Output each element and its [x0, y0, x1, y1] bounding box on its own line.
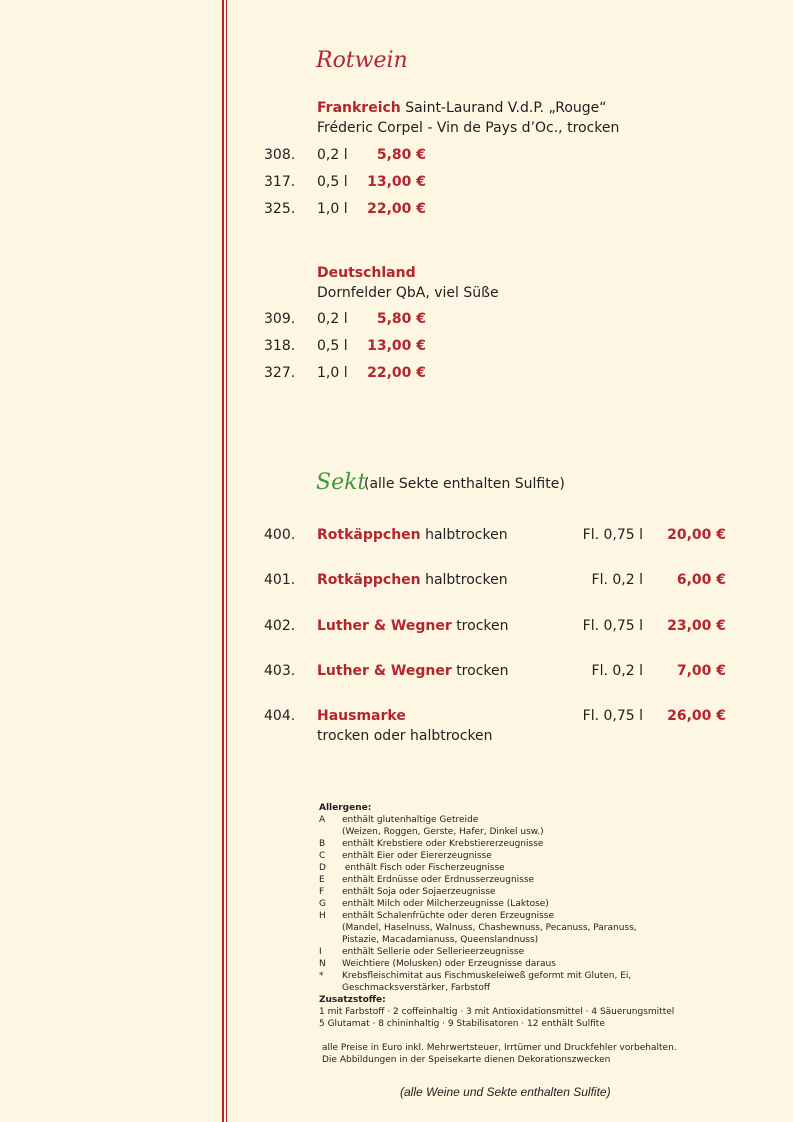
sekt-item — [317, 663, 508, 679]
item-number: 404. — [264, 708, 296, 724]
item-price: 7,00 € — [676, 663, 726, 679]
sekt-item — [317, 527, 508, 543]
item-volume: 0,5 l — [317, 338, 348, 354]
wine-name: Dornfelder QbA, viel Süße — [317, 285, 499, 301]
page-border-line-thin — [226, 0, 227, 1122]
allergen-row: B enthält Krebstiere oder Krebstiererzeugnisse — [319, 839, 544, 849]
wine-description: Fréderic Corpel - Vin de Pays d’Oc., trocken — [317, 120, 620, 136]
notice-line: alle Preise in Euro inkl. Mehrwertsteuer, Irrtümer und Druckfehler vorbehalten. — [322, 1043, 677, 1053]
wine-name: Saint-Laurand V.d.P. „Rouge“ — [405, 100, 607, 116]
country-label: Deutschland — [317, 265, 416, 281]
rotwein-title: Rotwein — [316, 48, 408, 73]
item-price: 23,00 € — [667, 618, 726, 634]
item-number: 402. — [264, 618, 296, 634]
bottle-size: Fl. 0,2 l — [591, 663, 643, 679]
allergen-row: D enthält Fisch oder Fischerzeugnisse — [319, 863, 505, 873]
additives-line: 1 mit Farbstoff · 2 coffeinhaltig · 3 mit Antioxidationsmittel · 4 Säuerungsmittel — [319, 1007, 675, 1017]
allergen-row-extra: Geschmacksverstärker, Farbstoff — [342, 983, 491, 993]
allergen-row: C enthält Eier oder Eiererzeugnisse — [319, 851, 492, 861]
item-price: 13,00 € — [367, 338, 426, 354]
sekt-brand: Luther & Wegner — [317, 663, 452, 679]
item-volume: 1,0 l — [317, 365, 348, 381]
allergen-row: I enthält Sellerie oder Sellerieerzeugnisse — [319, 947, 525, 957]
item-number: 403. — [264, 663, 296, 679]
bottle-size: Fl. 0,2 l — [591, 572, 643, 588]
sekt-title: Sekt — [316, 470, 367, 495]
item-number: 401. — [264, 572, 296, 588]
item-price: 22,00 € — [367, 201, 426, 217]
item-volume: 0,2 l — [317, 147, 348, 163]
item-number: 400. — [264, 527, 296, 543]
allergen-section — [319, 802, 719, 1066]
item-price: 13,00 € — [367, 174, 426, 190]
sekt-item — [317, 572, 508, 588]
sekt-note: (alle Sekte enthalten Sulfite) — [364, 476, 565, 492]
allergen-row-extra: Pistazie, Macadamianuss, Queenslandnuss) — [342, 935, 539, 945]
allergen-row: F enthält Soja oder Sojaerzeugnisse — [319, 887, 496, 897]
sekt-desc-line2: trocken oder halbtrocken — [317, 728, 493, 744]
allergen-row: G enthält Milch oder Milcherzeugnisse (Laktose) — [319, 899, 549, 909]
sekt-desc: halbtrocken — [425, 527, 508, 543]
sekt-brand: Rotkäppchen — [317, 527, 421, 543]
item-number: 325. — [264, 201, 296, 217]
bottle-size: Fl. 0,75 l — [582, 708, 643, 724]
sekt-desc: halbtrocken — [425, 572, 508, 588]
item-price: 22,00 € — [367, 365, 426, 381]
sekt-desc: trocken — [456, 663, 509, 679]
bottle-size: Fl. 0,75 l — [582, 618, 643, 634]
additives-title: Zusatzstoffe: — [319, 995, 386, 1005]
additives-line: 5 Glutamat · 8 chininhaltig · 9 Stabilisatoren · 12 enthält Sulfite — [319, 1019, 605, 1029]
allergen-row: H enthält Schalenfrüchte oder deren Erzeugnisse — [319, 911, 555, 921]
item-price: 5,80 € — [376, 147, 426, 163]
item-price: 26,00 € — [667, 708, 726, 724]
page-border-line — [222, 0, 224, 1122]
sekt-brand: Rotkäppchen — [317, 572, 421, 588]
allergen-title: Allergene: — [319, 803, 372, 813]
sekt-item — [317, 618, 508, 634]
allergen-row-extra: (Weizen, Roggen, Gerste, Hafer, Dinkel usw.) — [342, 827, 544, 837]
closing-note: (alle Weine und Sekte enthalten Sulfite) — [400, 1085, 611, 1099]
sekt-item — [317, 708, 406, 724]
allergen-row: A enthält glutenhaltige Getreide — [319, 815, 479, 825]
item-price: 20,00 € — [667, 527, 726, 543]
item-number: 309. — [264, 311, 296, 327]
item-price: 6,00 € — [676, 572, 726, 588]
allergen-row: * Krebsfleischimitat aus Fischmuskeleiweß geformt mit Gluten, Ei, — [319, 971, 632, 981]
item-number: 317. — [264, 174, 296, 190]
item-number: 327. — [264, 365, 296, 381]
sekt-brand: Luther & Wegner — [317, 618, 452, 634]
allergen-row-extra: (Mandel, Haselnuss, Walnuss, Chashewnuss, Pecanuss, Paranuss, — [342, 923, 637, 933]
allergen-row: E enthält Erdnüsse oder Erdnusserzeugnisse — [319, 875, 535, 885]
item-number: 318. — [264, 338, 296, 354]
bottle-size: Fl. 0,75 l — [582, 527, 643, 543]
sekt-brand: Hausmarke — [317, 708, 406, 724]
item-volume: 0,2 l — [317, 311, 348, 327]
notice-line: Die Abbildungen in der Speisekarte dienen Dekorationszwecken — [322, 1055, 611, 1065]
item-volume: 1,0 l — [317, 201, 348, 217]
allergen-row: N Weichtiere (Molusken) oder Erzeugnisse daraus — [319, 959, 556, 969]
sekt-desc: trocken — [456, 618, 509, 634]
item-volume: 0,5 l — [317, 174, 348, 190]
item-price: 5,80 € — [376, 311, 426, 327]
item-number: 308. — [264, 147, 296, 163]
rotwein-group-header — [317, 100, 607, 116]
country-label: Frankreich — [317, 100, 401, 116]
